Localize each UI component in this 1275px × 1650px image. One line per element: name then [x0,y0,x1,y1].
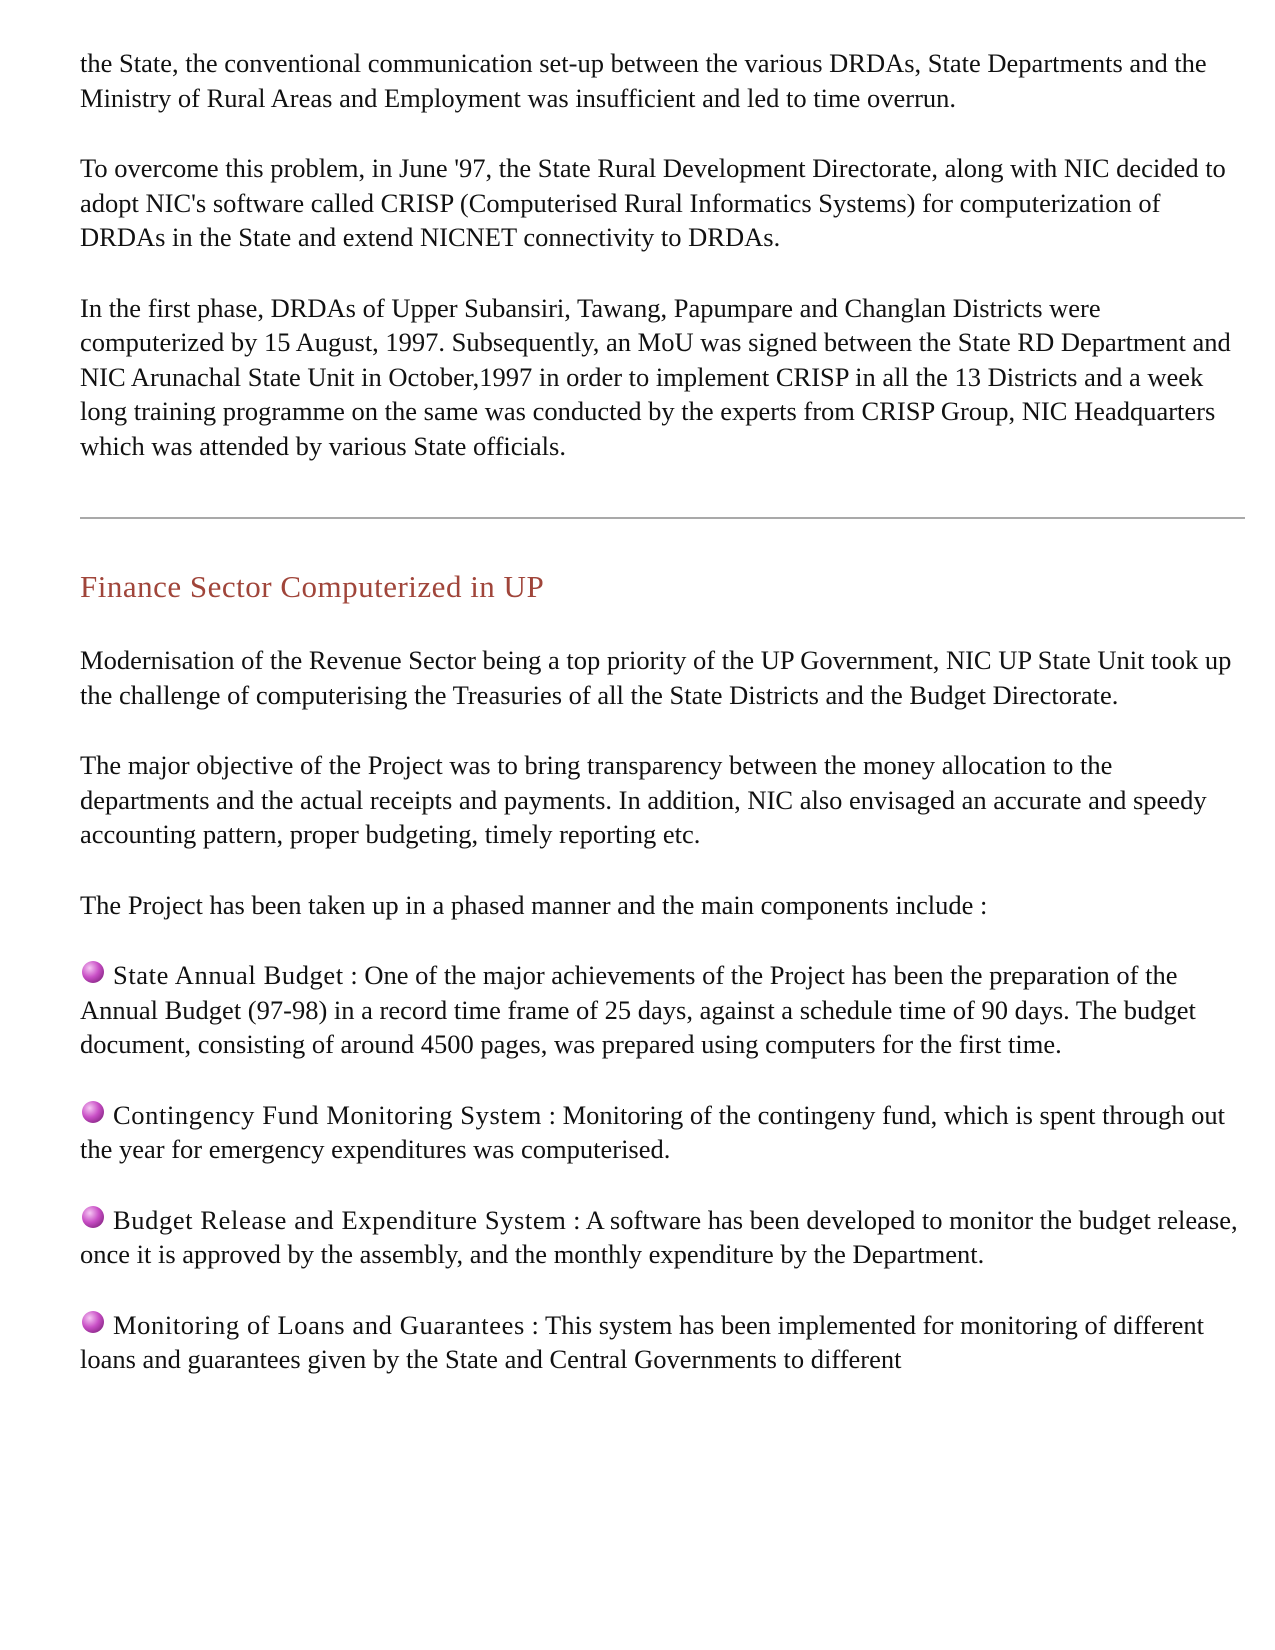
component-item-loans-guarantees [80,1308,1245,1377]
component-name: Budget Release and Expenditure System [113,1204,567,1235]
component-item-contingency-fund [80,1098,1245,1167]
purple-sphere-bullet-icon [82,1101,104,1123]
purple-sphere-bullet-icon [82,961,104,983]
intro-paragraph-2: To overcome this problem, in June '97, the State Rural Development Directorate, along with NIC decided to adopt NIC's software called CRISP (Computerised Rural Informatics Systems) for computerization of DRDAs in the State and extend NICNET connectivity to DRDAs. [80,153,1226,252]
component-name: Contingency Fund Monitoring System [113,1099,542,1130]
component-description: : A software has been developed to monitor the budget release, once it is approved by the assembly, and the monthly expenditure by the Department. [80,1204,1238,1269]
component-name: Monitoring of Loans and Guarantees [113,1309,525,1340]
document-page [80,46,1245,1413]
component-name: State Annual Budget [113,960,344,990]
section-paragraph-3: The Project has been taken up in a phased manner and the main components include : [80,889,988,920]
section-title: Finance Sector Computerized in UP [80,569,545,604]
component-item-budget-release [80,1203,1245,1272]
component-description: : One of the major achievements of the Project has been the preparation of the Annual Budget (97-98) in a record time frame of 25 days, against a schedule time of 90 days. The budget document, consisting of around 4500 pages, was prepared using computers for the first time. [80,960,1196,1059]
purple-sphere-bullet-icon [82,1206,104,1228]
component-description: : Monitoring of the contingeny fund, which is spent through out the year for emergency expenditures was computerised. [80,1099,1225,1164]
purple-sphere-bullet-icon [82,1311,104,1333]
component-item-state-annual-budget [80,958,1245,1062]
intro-paragraph-1: the State, the conventional communication set-up between the various DRDAs, State Departments and the Ministry of Rural Areas and Employment was insufficient and led to time overrun. [80,48,1207,113]
section-divider [80,517,1245,519]
section-paragraph-2: The major objective of the Project was to bring transparency between the money allocation to the departments and the actual receipts and payments. In addition, NIC also envisaged an accurate and speedy accounting pattern, proper budgeting, timely reporting etc. [80,750,1207,849]
section-paragraph-1: Modernisation of the Revenue Sector being a top priority of the UP Government, NIC UP State Unit took up the challenge of computerising the Treasuries of all the State Districts and the Budget Directorate. [80,645,1232,710]
component-description: : This system has been implemented for monitoring of different loans and guarantees given by the State and Central Governments to different [80,1309,1204,1374]
intro-paragraph-3: In the first phase, DRDAs of Upper Subansiri, Tawang, Papumpare and Changlan Districts were computerized by 15 August, 1997. Subsequently, an MoU was signed between the State RD Department and NIC Arunachal State Unit in October,1997 in order to implement CRISP in all the 13 Districts and a week long training programme on the same was conducted by the experts from CRISP Group, NIC Headquarters which was attended by various State officials. [80,292,1231,461]
